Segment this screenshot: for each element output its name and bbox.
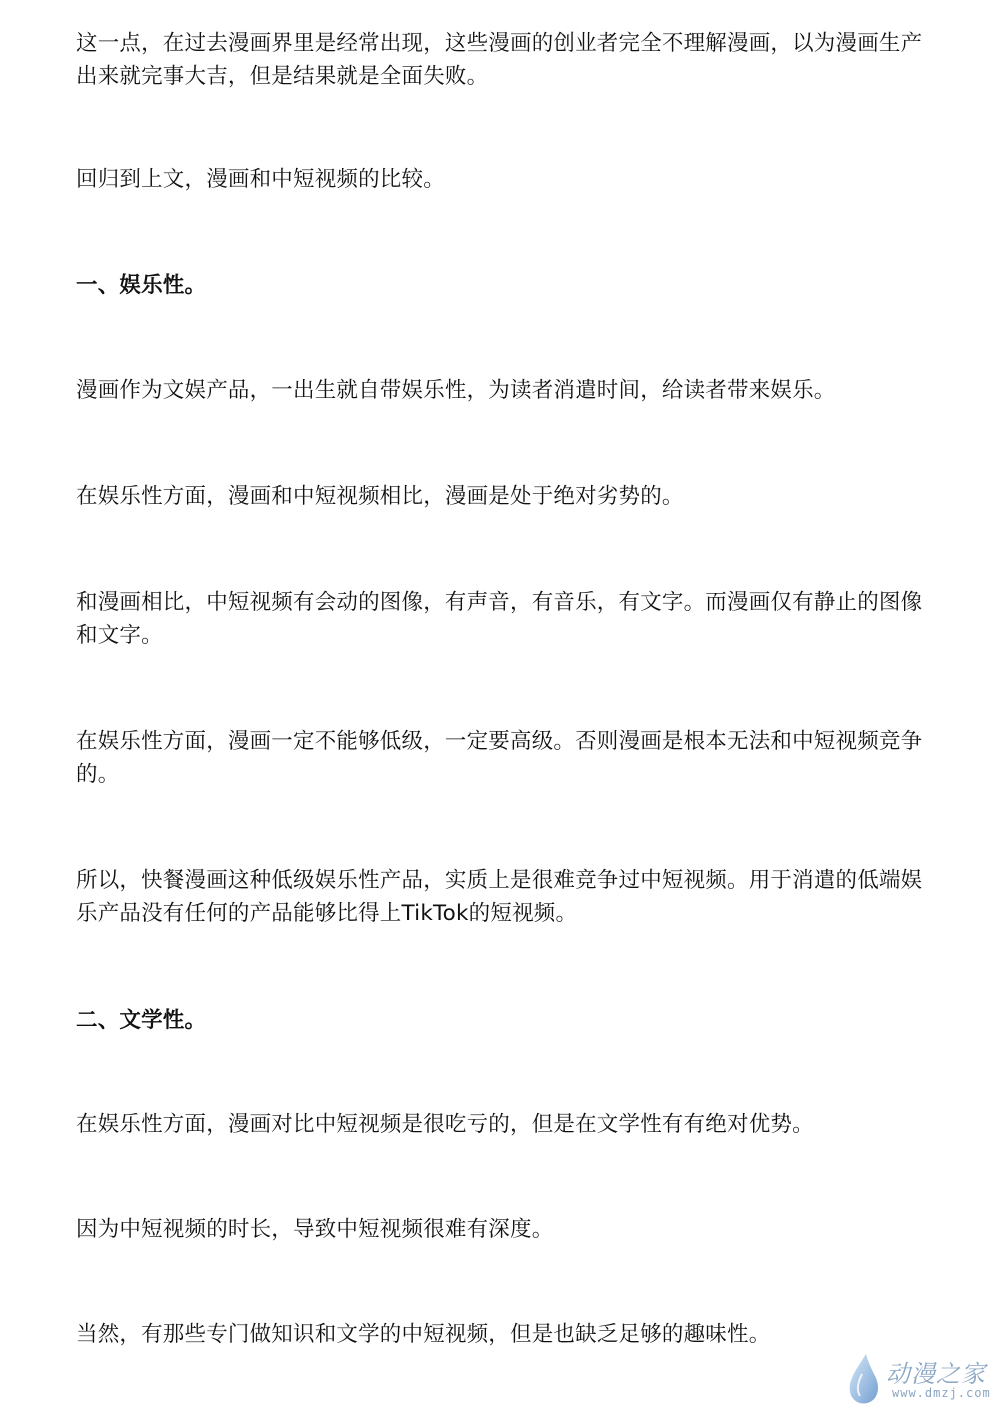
section-heading-literary: 二、文学性。 xyxy=(76,1008,207,1033)
paragraph-fastfood-manga: 所以，快餐漫画这种低级娱乐性产品，实质上是很难竞争过中短视频。用于消遣的低端娱乐产品没有任何的产品能够比得上TikTok的短视频。 xyxy=(76,868,923,926)
watermark-site-url: www.dmzj.com xyxy=(892,1386,991,1400)
water-drop-logo-icon xyxy=(842,1352,884,1408)
section-heading-entertainment: 一、娱乐性。 xyxy=(76,273,207,298)
paragraph-must-be-advanced: 在娱乐性方面，漫画一定不能够低级，一定要高级。否则漫画是根本无法和中短视频竞争的。 xyxy=(76,729,923,787)
paragraph-literary-advantage: 在娱乐性方面，漫画对比中短视频是很吃亏的，但是在文学性有有绝对优势。 xyxy=(76,1112,814,1137)
paragraph-video-depth: 因为中短视频的时长，导致中短视频很难有深度。 xyxy=(76,1217,554,1242)
paragraph-return-comparison: 回归到上文，漫画和中短视频的比较。 xyxy=(76,167,445,192)
paragraph-knowledge-videos: 当然，有那些专门做知识和文学的中短视频，但是也缺乏足够的趣味性。 xyxy=(76,1322,771,1347)
paragraph-entertainment-disadvantage: 在娱乐性方面，漫画和中短视频相比，漫画是处于绝对劣势的。 xyxy=(76,484,684,509)
paragraph-intro-failure: 这一点，在过去漫画界里是经常出现，这些漫画的创业者完全不理解漫画，以为漫画生产出来就完事大吉，但是结果就是全面失败。 xyxy=(76,31,923,89)
paragraph-entertainment-product: 漫画作为文娱产品，一出生就自带娱乐性，为读者消遣时间，给读者带来娱乐。 xyxy=(76,378,836,403)
watermark xyxy=(842,1352,992,1408)
watermark-site-name: 动漫之家 xyxy=(886,1360,986,1388)
paragraph-video-features: 和漫画相比，中短视频有会动的图像，有声音，有音乐，有文字。而漫画仅有静止的图像和文字。 xyxy=(76,590,923,648)
